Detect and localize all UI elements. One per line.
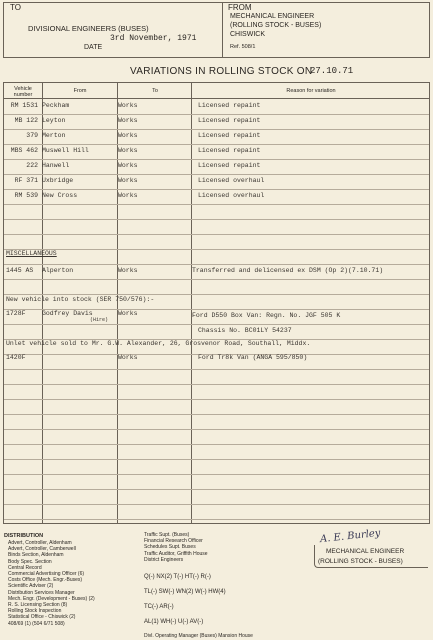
from-line-1: MECHANICAL ENGINEER	[230, 13, 315, 20]
table-rule	[4, 519, 429, 520]
row-vehicle: RM 1531	[10, 102, 38, 109]
row-to: Works	[118, 117, 138, 124]
distribution-title: DISTRIBUTION	[4, 533, 44, 539]
list-item: Binds Section, Aldenham	[8, 552, 64, 559]
distribution-list-1	[8, 540, 95, 627]
table-rule	[4, 219, 429, 220]
table-rule	[4, 249, 429, 250]
row-vehicle: MB 122	[14, 117, 38, 124]
title-date: 27.10.71	[310, 66, 354, 76]
list-item: Traffic Auditor, Griffith House	[144, 550, 208, 557]
table-rule	[4, 264, 429, 265]
date-label: DATE	[84, 44, 103, 51]
table-rule	[4, 399, 429, 400]
date-value: 3rd November, 1971	[110, 34, 197, 43]
table-rule	[4, 144, 429, 145]
list-item: Rolling Stock Inspection	[8, 608, 62, 615]
list-item: Traffic Supt. (Buses)	[144, 532, 190, 538]
table-rule	[4, 414, 429, 415]
signature-title-2: (ROLLING STOCK - BUSES)	[318, 558, 403, 565]
new-vehicle-reason-1: Ford D550 Box Van: Regn. No. JGF 505 K	[192, 312, 341, 319]
reference-number: Ref. 508/1	[230, 44, 256, 50]
to-value: DIVISIONAL ENGINEERS (BUSES)	[28, 24, 149, 33]
misc-from: Alperton	[42, 267, 74, 274]
header-to: To	[152, 88, 158, 94]
distribution-codes-4: AL(1) WH(-) U(-) AV(-)	[144, 619, 204, 625]
table-rule	[4, 174, 429, 175]
new-vehicle-to: Works	[118, 310, 138, 317]
row-from: Merton	[42, 132, 66, 139]
sold-vehicle-to: Works	[118, 354, 138, 361]
new-vehicle-note: New vehicle into stock (SER 750/576):-	[6, 296, 155, 303]
row-reason: Licensed repaint	[198, 117, 261, 124]
table-rule	[4, 204, 429, 205]
list-item: Mech. Engr. (Development - Buses) (2)	[8, 595, 95, 602]
table-rule	[4, 504, 429, 505]
list-item: Costs Office (Mech. Engr.-Buses)	[8, 577, 83, 584]
list-item: Body Spec. Section	[8, 558, 52, 565]
row-vehicle: MBS 462	[10, 147, 38, 154]
to-label: TO	[10, 3, 21, 12]
misc-vehicle: 1445 AS	[6, 267, 34, 274]
row-vehicle: 222	[26, 162, 38, 169]
hire-annotation: (Hire)	[90, 317, 109, 323]
list-item: Financial Research Officer	[144, 538, 203, 545]
row-from: Peckham	[42, 102, 70, 109]
from-label: FROM	[228, 3, 252, 12]
distribution-footer: Divl. Operating Manager (Buses) Mansion House	[144, 633, 253, 639]
table-rule	[4, 159, 429, 160]
row-vehicle: 379	[26, 132, 38, 139]
table-rule	[4, 444, 429, 445]
table-rule	[4, 429, 429, 430]
table-rule	[4, 489, 429, 490]
distribution-codes-3: TC(-) AR(-)	[144, 604, 174, 610]
list-item: Schedules Supt. Buses	[144, 544, 196, 551]
list-item: Commercial Advertising Officer (6)	[8, 571, 85, 578]
list-item: Distribution Services Manager	[8, 589, 75, 596]
row-from: Leyton	[42, 117, 66, 124]
header-divider	[222, 3, 223, 57]
header-reason: Reason for variation	[286, 88, 336, 94]
row-reason: Licensed overhaul	[198, 192, 265, 199]
misc-heading: MISCELLANEOUS	[6, 250, 57, 257]
table-rule	[4, 459, 429, 460]
list-item: Scientific Adviser (2)	[8, 583, 54, 590]
signature-title-1: MECHANICAL ENGINEER	[326, 548, 405, 555]
list-item: Advert, Controller, Aldenham	[8, 540, 72, 546]
list-item: Statistical Office - Chiswick (2)	[8, 614, 76, 621]
table-rule	[4, 234, 429, 235]
list-item: District Engineers	[144, 556, 184, 563]
row-to: Works	[118, 177, 138, 184]
row-from: Uxbridge	[42, 177, 74, 184]
distribution-list-2	[144, 532, 208, 563]
row-reason: Licensed overhaul	[198, 177, 265, 184]
misc-to: Works	[118, 267, 138, 274]
sold-note: Unlet vehicle sold to Mr. G.W. Alexander, 26, Grosvenor Road, Southall, Middx.	[6, 340, 311, 347]
new-vehicle-from: Godfrey Davis	[42, 310, 93, 317]
list-item: 408/69 (1) (504 6/71 508)	[8, 620, 65, 627]
row-to: Works	[118, 162, 138, 169]
row-reason: Licensed repaint	[198, 147, 261, 154]
header-from: From	[73, 88, 87, 94]
column-divider	[191, 83, 192, 523]
distribution-codes-2: TL(-) SW(-) WN(2) W(-) HW(4)	[144, 589, 226, 595]
table-rule	[4, 324, 429, 325]
row-reason: Licensed repaint	[198, 162, 261, 169]
table-rule	[4, 474, 429, 475]
row-to: Works	[118, 132, 138, 139]
row-reason: Licensed repaint	[198, 132, 261, 139]
table-rule	[4, 384, 429, 385]
list-item: Advert, Controller, Camberwell	[8, 546, 76, 553]
sold-vehicle-number: 1420F	[6, 354, 26, 361]
header-vehicle: Vehicle number	[13, 86, 33, 98]
form-title: VARIATIONS IN ROLLING STOCK ON	[130, 66, 313, 77]
table-rule	[4, 114, 429, 115]
from-line-3: CHISWICK	[230, 31, 265, 38]
row-to: Works	[118, 147, 138, 154]
row-vehicle: RM 539	[14, 192, 38, 199]
row-vehicle: RF 371	[14, 177, 38, 184]
signature: A. E. Burley	[319, 527, 381, 546]
from-line-2: (ROLLING STOCK - BUSES)	[230, 22, 322, 29]
table-rule	[4, 279, 429, 280]
row-to: Works	[118, 192, 138, 199]
row-from: Hanwell	[42, 162, 70, 169]
table-rule	[4, 369, 429, 370]
sold-vehicle-reason: Ford Tr8k Van (ANGA 595/850)	[198, 354, 308, 361]
distribution-codes-1: Q(-) NX(2) T(-) HT(-) R(-)	[144, 574, 211, 580]
row-from: New Cross	[42, 192, 78, 199]
new-vehicle-number: 1728F	[6, 310, 26, 317]
list-item: R. S. Licensing Section (8)	[8, 602, 68, 609]
table-rule	[4, 129, 429, 130]
new-vehicle-reason-2: Chassis No. BC01LY 54237	[198, 327, 292, 334]
row-reason: Licensed repaint	[198, 102, 261, 109]
table-rule	[4, 189, 429, 190]
table-rule	[4, 294, 429, 295]
list-item: Central Record	[8, 564, 42, 571]
row-to: Works	[118, 102, 138, 109]
misc-reason: Transferred and delicensed ex DSM (Op 2)(7.10.71)	[192, 267, 384, 274]
row-from: Muswell Hill	[42, 147, 89, 154]
